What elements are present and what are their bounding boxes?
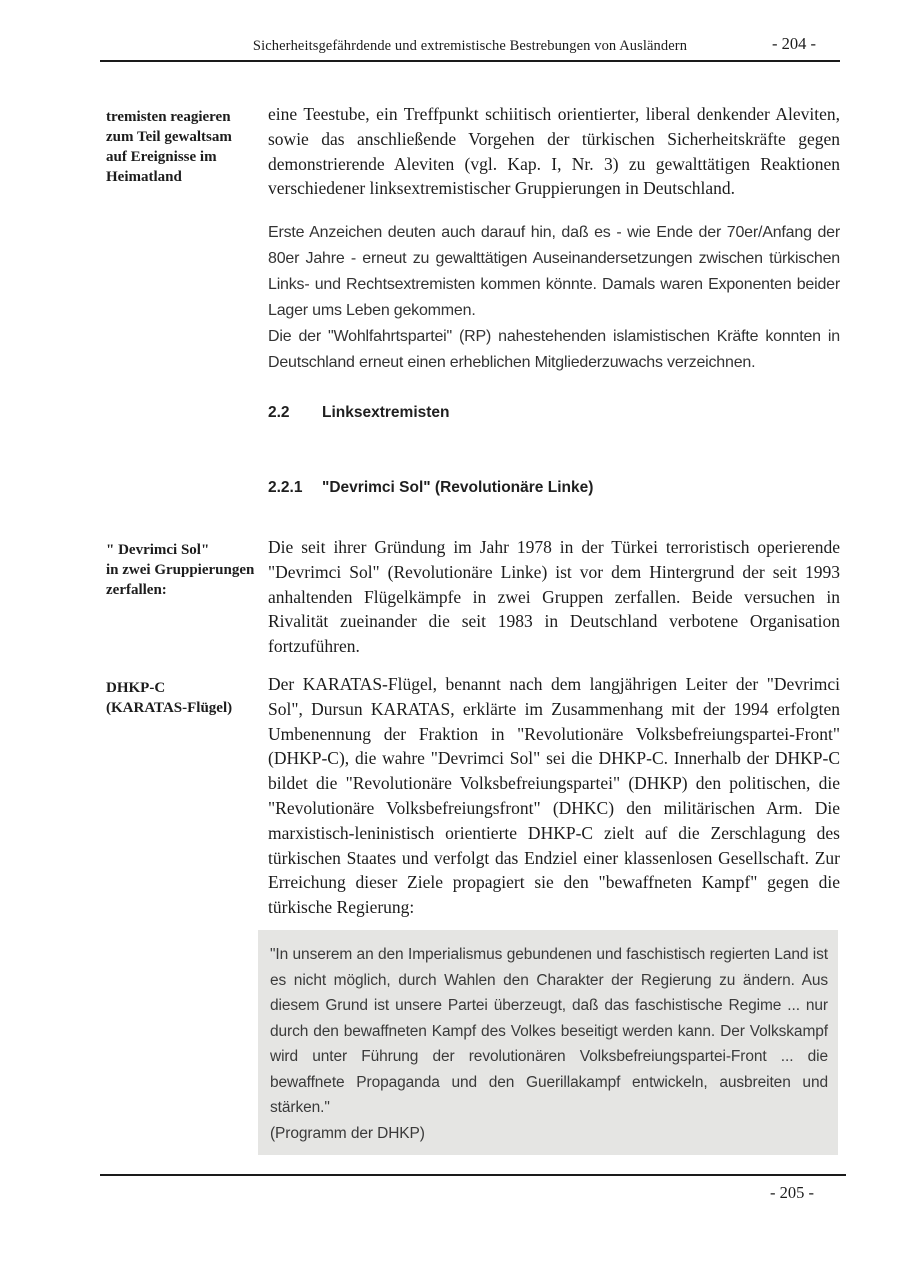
body-paragraph-erste-anzeichen: Erste Anzeichen deuten auch darauf hin, daß es - wie Ende der 70er/Anfang der 80er Jahre - erneut zu gewalttätigen Auseinandersetzungen zwischen türkischen Links- und Rechtsextremisten kommen könnte. Damals waren Exponenten beider Lager ums Leben gekommen. xyxy=(268,224,840,319)
page-header xyxy=(100,34,840,58)
margin-note-devrimci-sol-split: " Devrimci Sol" in zwei Gruppierungen zerfallen: xyxy=(106,542,255,598)
header-title: Sicherheitsgefährdende und extremistische Bestrebungen von Ausländern xyxy=(252,38,688,54)
quote-source: (Programm der DHKP) xyxy=(270,1124,425,1142)
quote-text: "In unserem an den Imperialismus gebundenen und faschistisch regierten Land ist es nicht möglich, durch Wahlen den Charakter der Regierung zu ändern. Aus diesem Grund ist unsere Partei überzeugt, daß das faschistische Regime ... nur durch den bewaffneten Kampf des Volkes beseitigt werden kann. Der Volkskampf wird unter Führung der revolutionären Volksbefreiungspartei-Front ... die bewaffnete Propaganda und den Guerillakampf entwickeln, ausbreiten und stärken." xyxy=(270,946,828,1116)
body-paragraph-teestube: eine Teestube, ein Treffpunkt schiitisch orientierter, liberal denkender Aleviten, sowie das anschließende Vorgehen der türkischen Sicherheitskräfte gegen demonstrierende Aleviten (vgl. Kap. I, Nr. 3) zu gewalttätigen Reaktionen verschiedener linksextremistischer Gruppierungen in Deutschland. xyxy=(268,104,840,199)
footer-rule xyxy=(100,1174,846,1176)
header-page-number: - 204 - xyxy=(772,34,816,53)
section-number: 2.2 xyxy=(268,404,290,421)
section-title: "Devrimci Sol" (Revolutionäre Linke) xyxy=(322,479,594,496)
section-title: Linksextremisten xyxy=(322,404,450,421)
section-heading-linksextremisten xyxy=(268,404,840,422)
quote-block-dhkp-programm xyxy=(258,930,838,1155)
footer-page-number: - 205 - xyxy=(770,1183,814,1202)
header-rule xyxy=(100,60,840,62)
section-number: 2.2.1 xyxy=(268,479,303,496)
body-paragraph-wohlfahrtspartei: Die der "Wohlfahrtspartei" (RP) nahestehenden islamistischen Kräfte konnten in Deutschland erneut einen erheblichen Mitgliederzuwachs verzeichnen. xyxy=(268,328,840,371)
body-paragraph-karatas-fluegel: Der KARATAS-Flügel, benannt nach dem langjährigen Leiter der "Devrimci Sol", Dursun KARATAS, erklärte im Zusammenhang mit der 1994 erfolgten Umbenennung der Fraktion in "Revolutionäre Volksbefreiungspartei-Front" (DHKP-C), die wahre "Devrimci Sol" sei die DHKP-C. Innerhalb der DHKP-C bildet die "Revolutionäre Volksbefreiungspartei" (DHKP) den politischen, die "Revolutionäre Volksbefreiungsfront" (DHKC) den militärischen Arm. Die marxistisch-leninistisch orientierte DHKP-C zielt auf die Zerschlagung des türkischen Staates und verfolgt das Endziel einer klassenlosen Gesellschaft. Zur Erreichung dieser Ziele propagiert sie den "bewaffneten Kampf" gegen die türkische Regierung: xyxy=(268,674,840,918)
margin-note-extremists-react: tremisten reagieren zum Teil gewaltsam auf Ereignisse im Heimatland xyxy=(106,109,232,185)
body-paragraph-gruendung-1978: Die seit ihrer Gründung im Jahr 1978 in der Türkei terroristisch operierende "Devrimci Sol" (Revolutionäre Linke) ist vor dem Hintergrund der seit 1993 anhaltenden Flügelkämpfe in zwei Gruppen zerfallen. Beide versuchen in Rivalität zueinander die seit 1983 in Deutschland verbotene Organisation fortzuführen. xyxy=(268,537,840,657)
section-heading-devrimci-sol xyxy=(268,479,840,497)
margin-note-dhkp-c: DHKP-C (KARATAS-Flügel) xyxy=(106,680,233,716)
